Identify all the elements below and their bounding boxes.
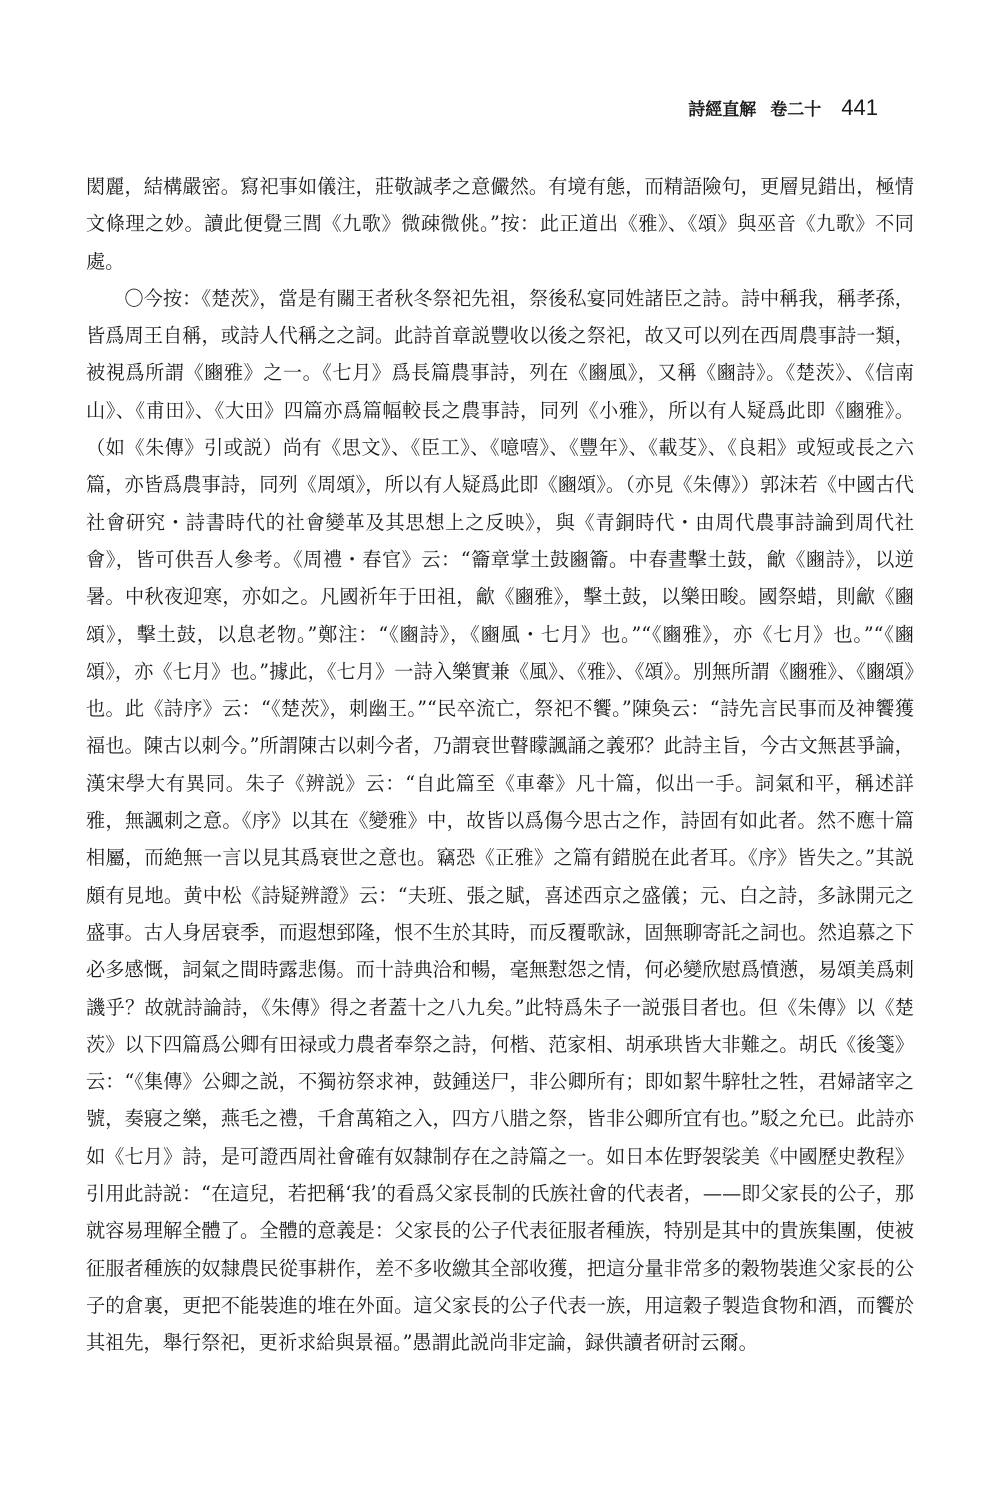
book-title: 詩經直解 bbox=[688, 100, 757, 120]
page-number: 441 bbox=[841, 95, 878, 120]
running-head bbox=[688, 95, 878, 121]
paragraph-continuation: 閎麗，結構嚴密。寫祀事如儀注，莊敬誠孝之意儼然。有境有態，而精語險句，更層見錯出，極情文條理之妙。讀此便覺三閭《九歌》微疎微佻。”按：此正道出《雅》、《頌》與巫音《九歌》不同處。 bbox=[86, 175, 914, 273]
volume-label: 卷二十 bbox=[770, 100, 822, 120]
paragraph-commentary: 〇今按：《楚茨》，當是有關王者秋冬祭祀先祖，祭後私宴同姓諸臣之詩。詩中稱我，稱孝孫，皆爲周王自稱，或詩人代稱之之詞。此詩首章説豐收以後之祭祀，故又可以列在西周農事詩一類，被視爲所謂《豳雅》之一。《七月》爲長篇農事詩，列在《豳風》，又稱《豳詩》。《楚茨》、《信南山》、《甫田》、《大田》四篇亦爲篇幅較長之農事詩，同列《小雅》，所以有人疑爲此即《豳雅》。（如《朱傳》引或説）尚有《思文》、《臣工》、《噫嘻》、《豐年》、《載芟》、《良耜》或短或長之六篇，亦皆爲農事詩，同列《周頌》，所以有人疑爲此即《豳頌》。（亦見《朱傳》）郭沫若《中國古代社會研究・詩書時代的社會變革及其思想上之反映》，與《青銅時代・由周代農事詩論到周代社會》，皆可供吾人參考。《周禮・春官》云：“籥章掌土鼓豳籥。中春晝擊土鼓，龡《豳詩》，以逆暑。中秋夜迎寒，亦如之。凡國祈年于田祖，龡《豳雅》，擊土鼓，以樂田畯。國祭蜡，則龡《豳頌》，擊土鼓，以息老物。”鄭注：“《豳詩》，《豳風・七月》也。”“《豳雅》，亦《七月》也。”“《豳頌》，亦《七月》也。”據此，《七月》一詩入樂實兼《風》、《雅》、《頌》。別無所謂《豳雅》、《豳頌》也。此《詩序》云：“《楚茨》，刺幽王。”“民卒流亡，祭祀不饗。”陳奐云：“詩先言民事而及神饗獲福也。陳古以刺今。”所謂陳古以刺今者，乃謂衰世瞽矇諷誦之義邪？此詩主旨，今古文無甚爭論，漢宋學大有異同。朱子《辨説》云：“自此篇至《車舝》凡十篇，似出一手。詞氣和平，稱述詳雅，無諷刺之意。《序》以其在《變雅》中，故皆以爲傷今思古之作，詩固有如此者。然不應十篇相屬，而絶無一言以見其爲衰世之意也。竊恐《正雅》之篇有錯脱在此者耳。《序》皆失之。”其説頗有見地。黄中松《詩疑辨證》云：“夫班、張之賦，喜述西京之盛儀；元、白之詩，多詠開元之盛事。古人身居衰季，而遐想郅隆，恨不生於其時，而反覆歌詠，固無聊寄託之詞也。然追慕之下必多感慨，詞氣之間時露悲傷。而十詩典洽和暢，毫無懟怨之情，何必變欣慰爲憤懣，易頌美爲刺譏乎？故就詩論詩，《朱傳》得之者蓋十之八九矣。”此特爲朱子一説張目者也。但《朱傳》以《楚茨》以下四篇爲公卿有田禄或力農者奉祭之詩，何楷、范家相、胡承珙皆大非難之。胡氏《後箋》云：“《集傳》公卿之説，不獨祊祭求神，鼓鍾送尸，非公卿所有；即如絜牛騂牡之牲，君婦諸宰之號，奏寢之樂，燕毛之禮，千倉萬箱之入，四方八腊之祭，皆非公卿所宜有也。”駁之允已。此詩亦如《七月》詩，是可證西周社會確有奴隸制存在之詩篇之一。如日本佐野袈裟美《中國歷史教程》引用此詩説：“在這兒，若把稱‘我’的看爲父家長制的氏族社會的代表者，——即父家長的公子，那就容易理解全體了。全體的意義是：父家長的公子代表征服者種族，特别是其中的貴族集團，使被征服者種族的奴隸農民從事耕作，差不多收繳其全部收獲，把這分量非常多的穀物裝進父家長的公子的倉裏，更把不能裝進的堆在外面。這父家長的公子代表一族，用這穀子製造食物和酒，而饗於其祖先，舉行祭祀，更祈求給與景福。”愚謂此説尚非定論，録供讀者研討云爾。 bbox=[86, 286, 914, 1355]
body-text bbox=[86, 168, 914, 1362]
